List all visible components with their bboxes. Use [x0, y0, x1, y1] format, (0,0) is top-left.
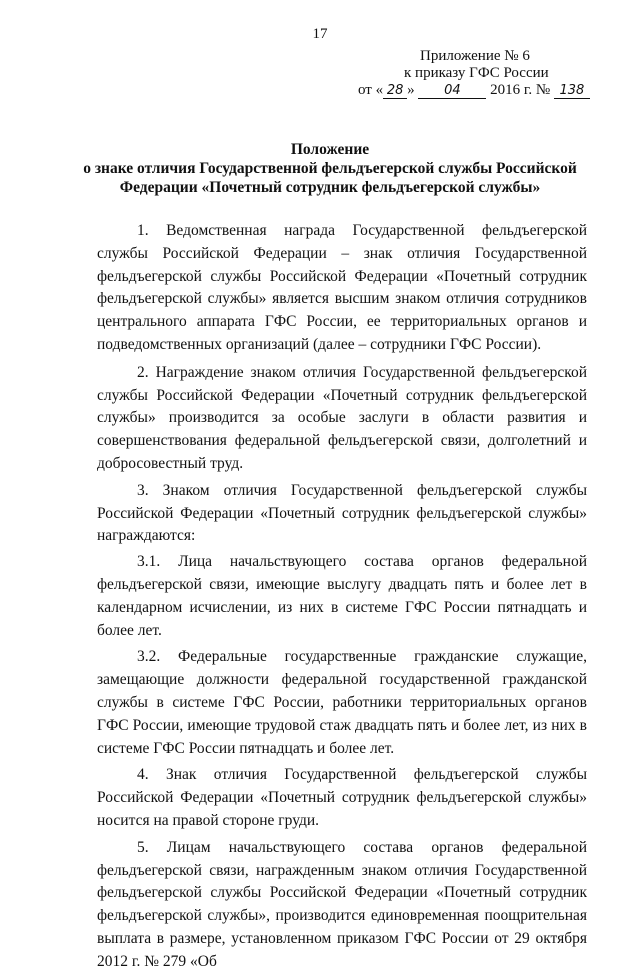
handwritten-day: 28 [383, 84, 407, 99]
date-prefix: от « [358, 82, 384, 98]
title-line-2: о знаке отличия Государственной фельдъегерской службы Российской [83, 160, 577, 177]
paragraph-4: 4. Знак отличия Государственной фельдъегерской службы Российской Федерации «Почетный сотрудник фельдъегерской службы» носится на правой стороне груди. [97, 766, 587, 829]
handwritten-order-number: 138 [554, 84, 590, 99]
annex-block [358, 48, 588, 99]
document-body [97, 220, 587, 974]
annex-title: Приложение № 6 [420, 48, 530, 64]
title-line-1: Положение [290, 141, 370, 158]
date-year: 2016 г. № [490, 82, 551, 98]
paragraph-3-1: 3.1. Лица начальствующего состава органов федеральной фельдъегерской связи, имеющие выслугу двадцать пять и более лет в календарном исчислении, из них в системе ГФС России пятнадцать и более лет. [97, 553, 587, 639]
title-line-3: Федерации «Почетный сотрудник фельдъегерской службы» [119, 179, 541, 196]
paragraph-1: 1. Ведомственная награда Государственной фельдъегерской службы Российской Федерации – знак отличия Государственной фельдъегерской службы Российской Федерации «Почетный сотрудник фельдъегерской службы» является высшим знаком отличия сотрудников центрального аппарата ГФС России, ее территориальных органов и подведомственных организаций (далее – сотрудники ГФС России). [97, 222, 587, 353]
paragraph-5: 5. Лицам начальствующего состава органов федеральной фельдъегерской связи, награжденным знаком отличия Государственной фельдъегерской службы Российской Федерации «Почетный сотрудник фельдъегерской службы», производится единовременная поощрительная выплата в размере, установленном приказом ГФС России от 29 октября 2012 г. № 279 «Об [97, 838, 587, 970]
document-title [60, 140, 600, 197]
annex-order-reference: к приказу ГФС России [404, 65, 549, 81]
date-mid: » [407, 82, 415, 98]
annex-date-line [358, 82, 588, 99]
page-number: 17 [312, 26, 328, 42]
paragraph-3-2: 3.2. Федеральные государственные гражданские служащие, замещающие должности федеральной государственной гражданской службы в системе ГФС России, работники территориальных органов ГФС России, имеющие трудовой стаж двадцать пять и более лет, из них в системе ГФС России пятнадцать и более лет. [97, 648, 587, 757]
paragraph-3: 3. Знаком отличия Государственной фельдъегерской службы Российской Федерации «Почетный сотрудник фельдъегерской службы» награждаются: [97, 481, 587, 545]
paragraph-2: 2. Награждение знаком отличия Государственной фельдъегерской службы Российской Федерации «Почетный сотрудник фельдъегерской службы» производится за особые заслуги в области развития и совершенствования федеральной фельдъегерской связи, долголетний и добросовестный труд. [97, 363, 587, 472]
handwritten-month: 04 [418, 84, 486, 99]
